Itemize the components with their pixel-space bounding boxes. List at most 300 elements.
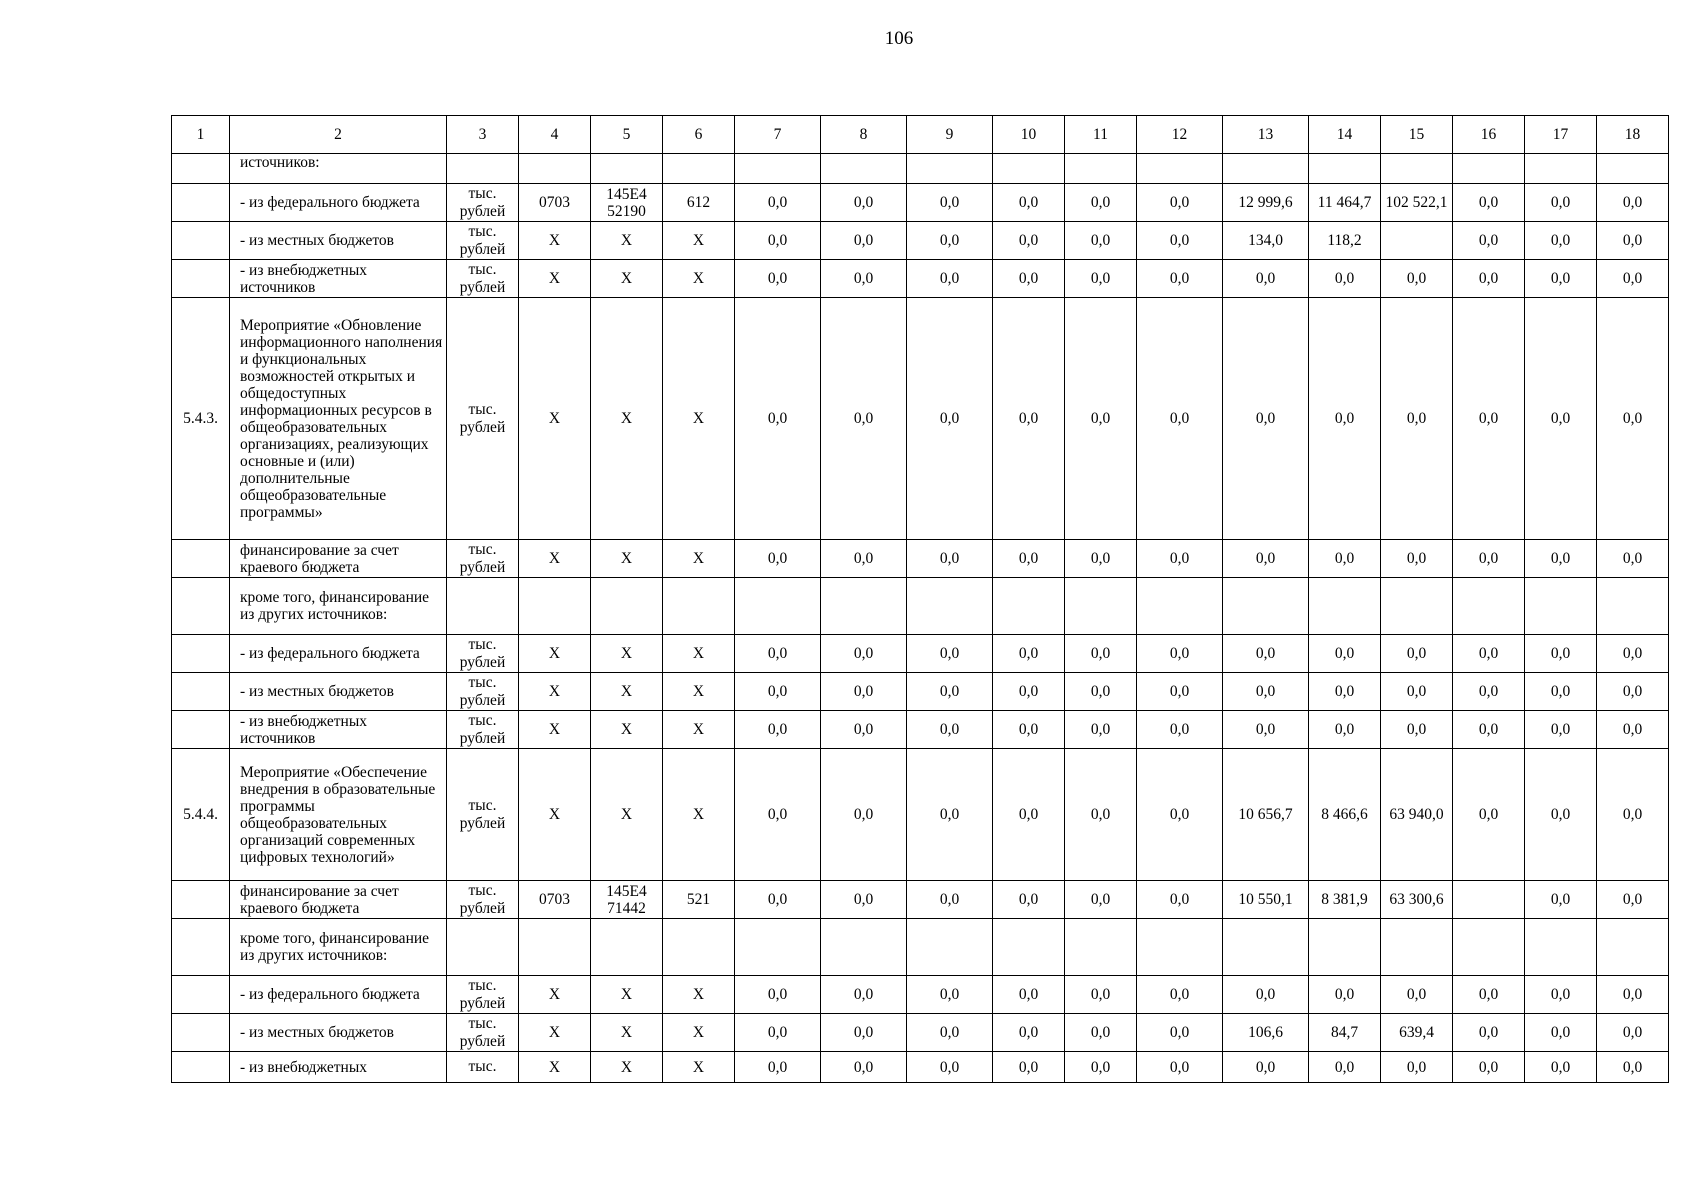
row-number-cell bbox=[172, 540, 230, 578]
row-name-cell: источников: bbox=[230, 154, 447, 184]
value-cell: 0,0 bbox=[735, 711, 821, 749]
table-row bbox=[172, 976, 1669, 1014]
value-cell bbox=[1223, 578, 1309, 635]
value-cell: 0,0 bbox=[1381, 711, 1453, 749]
column-header-10: 10 bbox=[993, 116, 1065, 154]
value-cell: 0,0 bbox=[1525, 260, 1597, 298]
value-cell: 0,0 bbox=[1065, 673, 1137, 711]
value-cell: 639,4 bbox=[1381, 1014, 1453, 1052]
value-cell: 0,0 bbox=[907, 711, 993, 749]
table-row bbox=[172, 540, 1669, 578]
value-cell: 0,0 bbox=[1381, 635, 1453, 673]
value-cell: 0,0 bbox=[1223, 298, 1309, 540]
value-cell: 0,0 bbox=[1223, 976, 1309, 1014]
value-cell: 0,0 bbox=[1453, 673, 1525, 711]
value-cell: 0,0 bbox=[907, 1014, 993, 1052]
value-cell: 0,0 bbox=[1597, 260, 1669, 298]
row-name-cell: - из федерального бюджета bbox=[230, 635, 447, 673]
section-code-cell: X bbox=[519, 635, 591, 673]
section-code-cell: X bbox=[519, 298, 591, 540]
value-cell: 0,0 bbox=[1597, 976, 1669, 1014]
value-cell: 10 550,1 bbox=[1223, 881, 1309, 919]
value-cell: 0,0 bbox=[735, 673, 821, 711]
value-cell: 106,6 bbox=[1223, 1014, 1309, 1052]
row-name-cell: финансирование за счет краевого бюджета bbox=[230, 540, 447, 578]
row-name-cell: кроме того, финансирование из других источников: bbox=[230, 919, 447, 976]
value-cell: 0,0 bbox=[735, 298, 821, 540]
value-cell: 0,0 bbox=[1309, 1052, 1381, 1083]
target-code-cell: X bbox=[591, 711, 663, 749]
value-cell: 0,0 bbox=[1597, 673, 1669, 711]
table-row bbox=[172, 154, 1669, 184]
value-cell: 0,0 bbox=[1065, 635, 1137, 673]
target-code-cell: X bbox=[591, 540, 663, 578]
section-code-cell: X bbox=[519, 260, 591, 298]
expense-type-cell: X bbox=[663, 976, 735, 1014]
value-cell: 0,0 bbox=[1137, 540, 1223, 578]
value-cell bbox=[1381, 222, 1453, 260]
value-cell: 0,0 bbox=[1381, 260, 1453, 298]
value-cell: 0,0 bbox=[993, 1014, 1065, 1052]
value-cell: 0,0 bbox=[993, 749, 1065, 881]
section-code-cell: X bbox=[519, 1014, 591, 1052]
value-cell: 0,0 bbox=[1065, 298, 1137, 540]
table-row bbox=[172, 298, 1669, 540]
value-cell: 0,0 bbox=[735, 1014, 821, 1052]
value-cell bbox=[993, 578, 1065, 635]
value-cell: 0,0 bbox=[1309, 711, 1381, 749]
value-cell: 0,0 bbox=[1525, 635, 1597, 673]
expense-type-cell bbox=[663, 578, 735, 635]
value-cell: 0,0 bbox=[907, 673, 993, 711]
column-header-7: 7 bbox=[735, 116, 821, 154]
value-cell: 0,0 bbox=[1597, 540, 1669, 578]
table-row bbox=[172, 673, 1669, 711]
row-name-cell: - из внебюджетных источников bbox=[230, 260, 447, 298]
value-cell: 0,0 bbox=[907, 976, 993, 1014]
table-row bbox=[172, 222, 1669, 260]
value-cell bbox=[735, 154, 821, 184]
column-header-4: 4 bbox=[519, 116, 591, 154]
value-cell bbox=[821, 578, 907, 635]
row-name-cell: - из внебюджетных bbox=[230, 1052, 447, 1083]
column-header-14: 14 bbox=[1309, 116, 1381, 154]
value-cell: 0,0 bbox=[1525, 749, 1597, 881]
expense-type-cell: X bbox=[663, 298, 735, 540]
table-row bbox=[172, 749, 1669, 881]
value-cell: 84,7 bbox=[1309, 1014, 1381, 1052]
value-cell: 0,0 bbox=[1065, 184, 1137, 222]
value-cell: 0,0 bbox=[1381, 1052, 1453, 1083]
value-cell: 0,0 bbox=[907, 222, 993, 260]
column-header-5: 5 bbox=[591, 116, 663, 154]
row-number-cell bbox=[172, 711, 230, 749]
value-cell: 0,0 bbox=[1137, 260, 1223, 298]
value-cell bbox=[1137, 919, 1223, 976]
target-code-cell: 145E4 71442 bbox=[591, 881, 663, 919]
value-cell bbox=[821, 919, 907, 976]
value-cell: 0,0 bbox=[1065, 1014, 1137, 1052]
unit-cell: тыс. bbox=[447, 1052, 519, 1083]
column-header-1: 1 bbox=[172, 116, 230, 154]
value-cell bbox=[993, 154, 1065, 184]
value-cell: 0,0 bbox=[1525, 222, 1597, 260]
value-cell bbox=[1381, 578, 1453, 635]
value-cell bbox=[1137, 154, 1223, 184]
value-cell: 0,0 bbox=[1381, 540, 1453, 578]
value-cell bbox=[1453, 919, 1525, 976]
target-code-cell: X bbox=[591, 222, 663, 260]
value-cell: 0,0 bbox=[821, 1052, 907, 1083]
value-cell bbox=[1223, 919, 1309, 976]
row-number-cell bbox=[172, 222, 230, 260]
section-code-cell: 0703 bbox=[519, 184, 591, 222]
section-code-cell: X bbox=[519, 673, 591, 711]
value-cell: 0,0 bbox=[1223, 540, 1309, 578]
value-cell: 0,0 bbox=[1453, 635, 1525, 673]
expense-type-cell: X bbox=[663, 673, 735, 711]
value-cell: 0,0 bbox=[1597, 881, 1669, 919]
row-name-cell: - из федерального бюджета bbox=[230, 184, 447, 222]
value-cell bbox=[1065, 154, 1137, 184]
value-cell: 0,0 bbox=[1453, 1052, 1525, 1083]
value-cell bbox=[993, 919, 1065, 976]
value-cell: 0,0 bbox=[1065, 260, 1137, 298]
value-cell: 0,0 bbox=[1137, 711, 1223, 749]
value-cell: 0,0 bbox=[1597, 1052, 1669, 1083]
value-cell bbox=[1453, 154, 1525, 184]
unit-cell: тыс. рублей bbox=[447, 749, 519, 881]
value-cell: 0,0 bbox=[821, 976, 907, 1014]
table-row bbox=[172, 711, 1669, 749]
value-cell bbox=[1525, 919, 1597, 976]
value-cell: 0,0 bbox=[1309, 298, 1381, 540]
unit-cell: тыс. рублей bbox=[447, 1014, 519, 1052]
column-header-17: 17 bbox=[1525, 116, 1597, 154]
target-code-cell: X bbox=[591, 976, 663, 1014]
table-row bbox=[172, 1052, 1669, 1083]
value-cell: 0,0 bbox=[1223, 711, 1309, 749]
value-cell: 0,0 bbox=[1065, 881, 1137, 919]
table-row bbox=[172, 260, 1669, 298]
value-cell: 0,0 bbox=[1137, 976, 1223, 1014]
page-number: 106 bbox=[884, 28, 914, 49]
value-cell bbox=[1137, 578, 1223, 635]
value-cell: 0,0 bbox=[1597, 184, 1669, 222]
value-cell bbox=[907, 154, 993, 184]
value-cell: 0,0 bbox=[1525, 540, 1597, 578]
section-code-cell: X bbox=[519, 540, 591, 578]
value-cell: 0,0 bbox=[1065, 222, 1137, 260]
value-cell: 0,0 bbox=[1453, 1014, 1525, 1052]
value-cell: 0,0 bbox=[1381, 673, 1453, 711]
row-number-cell bbox=[172, 919, 230, 976]
value-cell: 0,0 bbox=[993, 881, 1065, 919]
value-cell: 0,0 bbox=[821, 298, 907, 540]
unit-cell: тыс. рублей bbox=[447, 976, 519, 1014]
value-cell: 0,0 bbox=[1597, 222, 1669, 260]
value-cell: 12 999,6 bbox=[1223, 184, 1309, 222]
value-cell: 0,0 bbox=[993, 260, 1065, 298]
expense-type-cell: X bbox=[663, 222, 735, 260]
value-cell: 0,0 bbox=[1381, 976, 1453, 1014]
row-number-cell bbox=[172, 154, 230, 184]
value-cell: 0,0 bbox=[1065, 711, 1137, 749]
value-cell: 0,0 bbox=[1223, 673, 1309, 711]
value-cell bbox=[1309, 578, 1381, 635]
expense-type-cell: 521 bbox=[663, 881, 735, 919]
row-number-cell bbox=[172, 1014, 230, 1052]
value-cell bbox=[1309, 154, 1381, 184]
value-cell: 0,0 bbox=[1137, 673, 1223, 711]
target-code-cell: X bbox=[591, 749, 663, 881]
value-cell: 0,0 bbox=[821, 260, 907, 298]
value-cell: 0,0 bbox=[1381, 298, 1453, 540]
value-cell: 0,0 bbox=[1597, 711, 1669, 749]
value-cell: 0,0 bbox=[1453, 540, 1525, 578]
row-name-cell: - из местных бюджетов bbox=[230, 1014, 447, 1052]
value-cell: 0,0 bbox=[993, 1052, 1065, 1083]
value-cell: 0,0 bbox=[1309, 673, 1381, 711]
value-cell: 0,0 bbox=[821, 540, 907, 578]
unit-cell: тыс. рублей bbox=[447, 298, 519, 540]
value-cell: 0,0 bbox=[1309, 260, 1381, 298]
row-number-cell bbox=[172, 881, 230, 919]
value-cell: 0,0 bbox=[735, 635, 821, 673]
value-cell: 0,0 bbox=[1453, 711, 1525, 749]
value-cell: 0,0 bbox=[821, 1014, 907, 1052]
target-code-cell bbox=[591, 919, 663, 976]
value-cell bbox=[735, 578, 821, 635]
value-cell: 0,0 bbox=[821, 749, 907, 881]
value-cell: 0,0 bbox=[1137, 635, 1223, 673]
target-code-cell: X bbox=[591, 1014, 663, 1052]
unit-cell: тыс. рублей bbox=[447, 711, 519, 749]
column-header-2: 2 bbox=[230, 116, 447, 154]
value-cell: 0,0 bbox=[1597, 298, 1669, 540]
table-row bbox=[172, 881, 1669, 919]
column-header-15: 15 bbox=[1381, 116, 1453, 154]
value-cell: 0,0 bbox=[1453, 260, 1525, 298]
section-code-cell: X bbox=[519, 1052, 591, 1083]
value-cell: 0,0 bbox=[821, 222, 907, 260]
value-cell bbox=[821, 154, 907, 184]
value-cell: 0,0 bbox=[1065, 540, 1137, 578]
row-number-cell bbox=[172, 184, 230, 222]
section-code-cell: X bbox=[519, 749, 591, 881]
target-code-cell: X bbox=[591, 260, 663, 298]
value-cell: 0,0 bbox=[1065, 1052, 1137, 1083]
value-cell: 0,0 bbox=[1309, 635, 1381, 673]
column-header-12: 12 bbox=[1137, 116, 1223, 154]
value-cell: 8 381,9 bbox=[1309, 881, 1381, 919]
value-cell: 0,0 bbox=[907, 184, 993, 222]
value-cell: 0,0 bbox=[1137, 298, 1223, 540]
row-name-cell: - из федерального бюджета bbox=[230, 976, 447, 1014]
value-cell bbox=[907, 578, 993, 635]
unit-cell: тыс. рублей bbox=[447, 184, 519, 222]
value-cell: 0,0 bbox=[907, 540, 993, 578]
value-cell: 0,0 bbox=[907, 635, 993, 673]
row-name-cell: финансирование за счет краевого бюджета bbox=[230, 881, 447, 919]
unit-cell: тыс. рублей bbox=[447, 673, 519, 711]
value-cell: 0,0 bbox=[1453, 976, 1525, 1014]
value-cell: 0,0 bbox=[993, 711, 1065, 749]
value-cell: 0,0 bbox=[1137, 881, 1223, 919]
value-cell: 0,0 bbox=[821, 184, 907, 222]
value-cell: 0,0 bbox=[821, 881, 907, 919]
column-header-13: 13 bbox=[1223, 116, 1309, 154]
target-code-cell: X bbox=[591, 673, 663, 711]
section-code-cell: X bbox=[519, 711, 591, 749]
value-cell: 0,0 bbox=[735, 976, 821, 1014]
expense-type-cell: X bbox=[663, 540, 735, 578]
row-number-cell: 5.4.4. bbox=[172, 749, 230, 881]
section-code-cell: 0703 bbox=[519, 881, 591, 919]
value-cell: 0,0 bbox=[821, 711, 907, 749]
table-row bbox=[172, 184, 1669, 222]
value-cell: 0,0 bbox=[1453, 749, 1525, 881]
table-row bbox=[172, 635, 1669, 673]
value-cell: 0,0 bbox=[1525, 184, 1597, 222]
target-code-cell: X bbox=[591, 1052, 663, 1083]
unit-cell: тыс. рублей bbox=[447, 222, 519, 260]
value-cell: 0,0 bbox=[821, 635, 907, 673]
value-cell bbox=[1309, 919, 1381, 976]
value-cell: 118,2 bbox=[1309, 222, 1381, 260]
value-cell bbox=[1597, 578, 1669, 635]
column-header-3: 3 bbox=[447, 116, 519, 154]
value-cell bbox=[1453, 881, 1525, 919]
value-cell: 0,0 bbox=[993, 298, 1065, 540]
value-cell: 0,0 bbox=[821, 673, 907, 711]
expense-type-cell: X bbox=[663, 635, 735, 673]
row-name-cell: - из местных бюджетов bbox=[230, 222, 447, 260]
row-number-cell bbox=[172, 635, 230, 673]
value-cell: 0,0 bbox=[1137, 184, 1223, 222]
column-header-11: 11 bbox=[1065, 116, 1137, 154]
value-cell: 0,0 bbox=[1065, 749, 1137, 881]
value-cell: 63 940,0 bbox=[1381, 749, 1453, 881]
column-header-6: 6 bbox=[663, 116, 735, 154]
value-cell: 11 464,7 bbox=[1309, 184, 1381, 222]
row-number-cell bbox=[172, 260, 230, 298]
value-cell: 0,0 bbox=[993, 222, 1065, 260]
value-cell bbox=[1597, 154, 1669, 184]
value-cell: 8 466,6 bbox=[1309, 749, 1381, 881]
value-cell: 0,0 bbox=[1597, 635, 1669, 673]
value-cell: 0,0 bbox=[1525, 673, 1597, 711]
row-number-cell: 5.4.3. bbox=[172, 298, 230, 540]
section-code-cell: X bbox=[519, 222, 591, 260]
value-cell: 0,0 bbox=[1525, 1052, 1597, 1083]
value-cell: 134,0 bbox=[1223, 222, 1309, 260]
unit-cell: тыс. рублей bbox=[447, 260, 519, 298]
value-cell bbox=[735, 919, 821, 976]
section-code-cell: X bbox=[519, 976, 591, 1014]
unit-cell: тыс. рублей bbox=[447, 881, 519, 919]
column-header-18: 18 bbox=[1597, 116, 1669, 154]
value-cell: 102 522,1 bbox=[1381, 184, 1453, 222]
expense-type-cell bbox=[663, 154, 735, 184]
value-cell bbox=[1381, 154, 1453, 184]
value-cell: 0,0 bbox=[735, 222, 821, 260]
value-cell: 10 656,7 bbox=[1223, 749, 1309, 881]
value-cell: 0,0 bbox=[907, 881, 993, 919]
value-cell bbox=[1065, 578, 1137, 635]
value-cell: 0,0 bbox=[907, 1052, 993, 1083]
column-header-row bbox=[172, 116, 1669, 154]
budget-table bbox=[171, 115, 1669, 1083]
value-cell: 0,0 bbox=[735, 260, 821, 298]
expense-type-cell bbox=[663, 919, 735, 976]
value-cell: 0,0 bbox=[1223, 1052, 1309, 1083]
value-cell bbox=[1525, 578, 1597, 635]
value-cell: 0,0 bbox=[735, 184, 821, 222]
section-code-cell bbox=[519, 919, 591, 976]
value-cell: 0,0 bbox=[1453, 222, 1525, 260]
value-cell: 0,0 bbox=[1065, 976, 1137, 1014]
value-cell: 0,0 bbox=[1137, 1052, 1223, 1083]
unit-cell bbox=[447, 154, 519, 184]
value-cell bbox=[1065, 919, 1137, 976]
value-cell: 0,0 bbox=[1525, 298, 1597, 540]
target-code-cell: X bbox=[591, 298, 663, 540]
value-cell: 0,0 bbox=[1525, 881, 1597, 919]
column-header-16: 16 bbox=[1453, 116, 1525, 154]
value-cell: 0,0 bbox=[735, 749, 821, 881]
expense-type-cell: X bbox=[663, 711, 735, 749]
row-name-cell: Мероприятие «Обеспечение внедрения в образовательные программы общеобразовательных организаций современных цифровых технологий» bbox=[230, 749, 447, 881]
section-code-cell bbox=[519, 578, 591, 635]
unit-cell: тыс. рублей bbox=[447, 635, 519, 673]
value-cell: 0,0 bbox=[1223, 635, 1309, 673]
table-row bbox=[172, 919, 1669, 976]
value-cell: 63 300,6 bbox=[1381, 881, 1453, 919]
value-cell: 0,0 bbox=[993, 184, 1065, 222]
value-cell: 0,0 bbox=[1525, 976, 1597, 1014]
value-cell: 0,0 bbox=[1309, 976, 1381, 1014]
value-cell: 0,0 bbox=[907, 260, 993, 298]
section-code-cell bbox=[519, 154, 591, 184]
value-cell: 0,0 bbox=[1223, 260, 1309, 298]
row-name-cell: - из внебюджетных источников bbox=[230, 711, 447, 749]
value-cell: 0,0 bbox=[993, 976, 1065, 1014]
table-row bbox=[172, 1014, 1669, 1052]
expense-type-cell: X bbox=[663, 260, 735, 298]
unit-cell bbox=[447, 578, 519, 635]
value-cell: 0,0 bbox=[1453, 184, 1525, 222]
table-row bbox=[172, 578, 1669, 635]
expense-type-cell: X bbox=[663, 1014, 735, 1052]
row-name-cell: - из местных бюджетов bbox=[230, 673, 447, 711]
target-code-cell bbox=[591, 154, 663, 184]
row-number-cell bbox=[172, 578, 230, 635]
value-cell: 0,0 bbox=[1597, 1014, 1669, 1052]
value-cell: 0,0 bbox=[907, 298, 993, 540]
value-cell: 0,0 bbox=[1525, 711, 1597, 749]
value-cell: 0,0 bbox=[1137, 749, 1223, 881]
value-cell: 0,0 bbox=[907, 749, 993, 881]
column-header-8: 8 bbox=[821, 116, 907, 154]
value-cell: 0,0 bbox=[1137, 1014, 1223, 1052]
value-cell: 0,0 bbox=[993, 540, 1065, 578]
target-code-cell: X bbox=[591, 635, 663, 673]
value-cell: 0,0 bbox=[993, 673, 1065, 711]
row-number-cell bbox=[172, 673, 230, 711]
target-code-cell bbox=[591, 578, 663, 635]
unit-cell: тыс. рублей bbox=[447, 540, 519, 578]
